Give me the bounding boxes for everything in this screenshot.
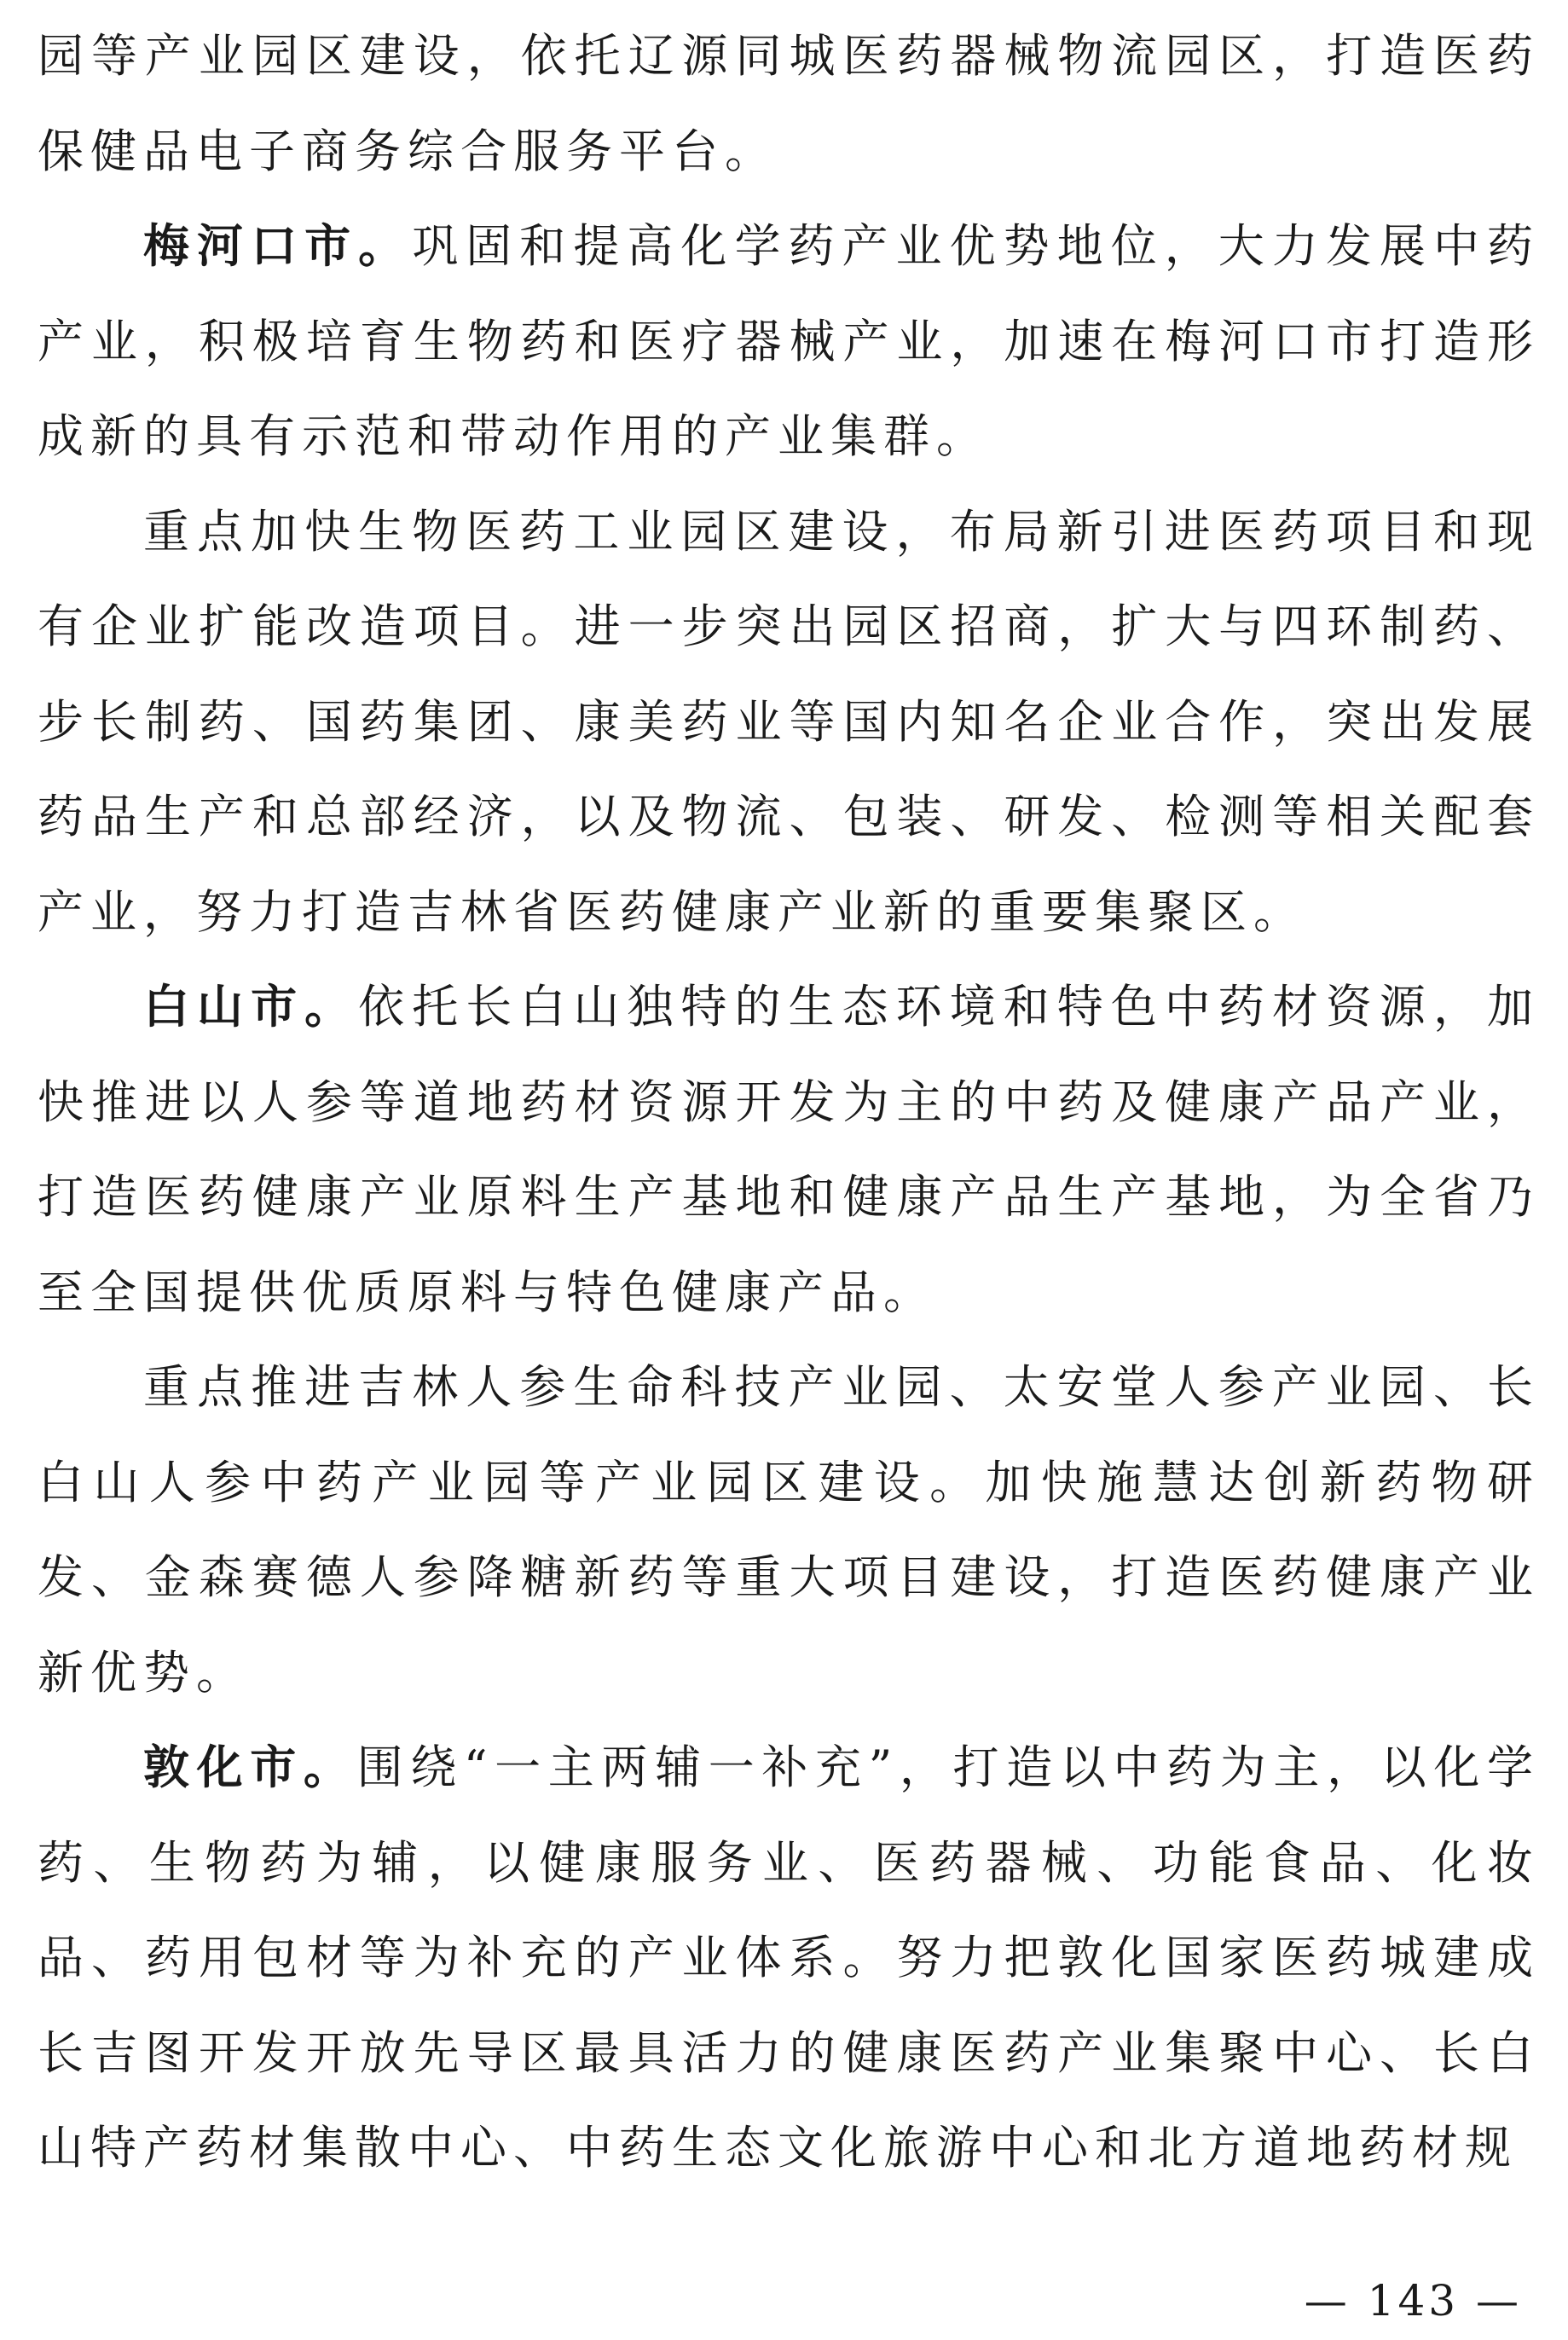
paragraph-baishan: [38, 959, 1540, 1340]
paragraph-heading: 敦化市。: [143, 1741, 357, 1794]
paragraph-meihekou-detail: [38, 484, 1540, 960]
paragraph-baishan-detail: [38, 1340, 1540, 1720]
page-number: — 143 —: [1304, 2276, 1522, 2326]
paragraph-text: 巩固和提高化学药产业优势地位，大力发展中药产业，积极培育生物药和医疗器械产业，加速在梅河口市打造形成新的具有示范和带动作用的产业集群。: [38, 219, 1541, 463]
paragraph-text: 园等产业园区建设，依托辽源同城医药器械物流园区，打造医药保健品电子商务综合服务平台。: [38, 29, 1540, 178]
paragraph-text: 重点推进吉林人参生命科技产业园、太安堂人参产业园、长白山人参中药产业园等产业园区建设。加快施慧达创新药物研发、金森赛德人参降糖新药等重大项目建设，打造医药健康产业新优势。: [38, 1360, 1540, 1700]
paragraph-continued: [38, 9, 1540, 199]
paragraph-text: 依托长白山独特的生态环境和特色中药材资源，加快推进以人参等道地药材资源开发为主的中药及健康产品产业，打造医药健康产业原料生产基地和健康产品生产基地，为全省乃至全国提供优质原料与特色健康产品。: [38, 980, 1541, 1319]
paragraph-heading: 白山市。: [143, 980, 359, 1034]
paragraph-meihekou: [38, 199, 1540, 484]
paragraph-text: 重点加快生物医药工业园区建设，布局新引进医药项目和现有企业扩能改造项目。进一步突出园区招商，扩大与四环制药、步长制药、国药集团、康美药业等国内知名企业合作，突出发展药品生产和总部经济，以及物流、包装、研发、检测等相关配套产业，努力打造吉林省医药健康产业新的重要集聚区。: [38, 504, 1540, 939]
document-page: [38, 9, 1540, 2196]
paragraph-dunhua: [38, 1720, 1540, 2196]
paragraph-heading: 梅河口市。: [143, 219, 413, 273]
paragraph-text: 围绕“一主两辅一补充”，打造以中药为主，以化学药、生物药为辅，以健康服务业、医药器械、功能食品、化妆品、药用包材等为补充的产业体系。努力把敦化国家医药城建成长吉图开发开放先导区最具活力的健康医药产业集聚中心、长白山特产药材集散中心、中药生态文化旅游中心和北方道地药材规: [38, 1741, 1541, 2175]
